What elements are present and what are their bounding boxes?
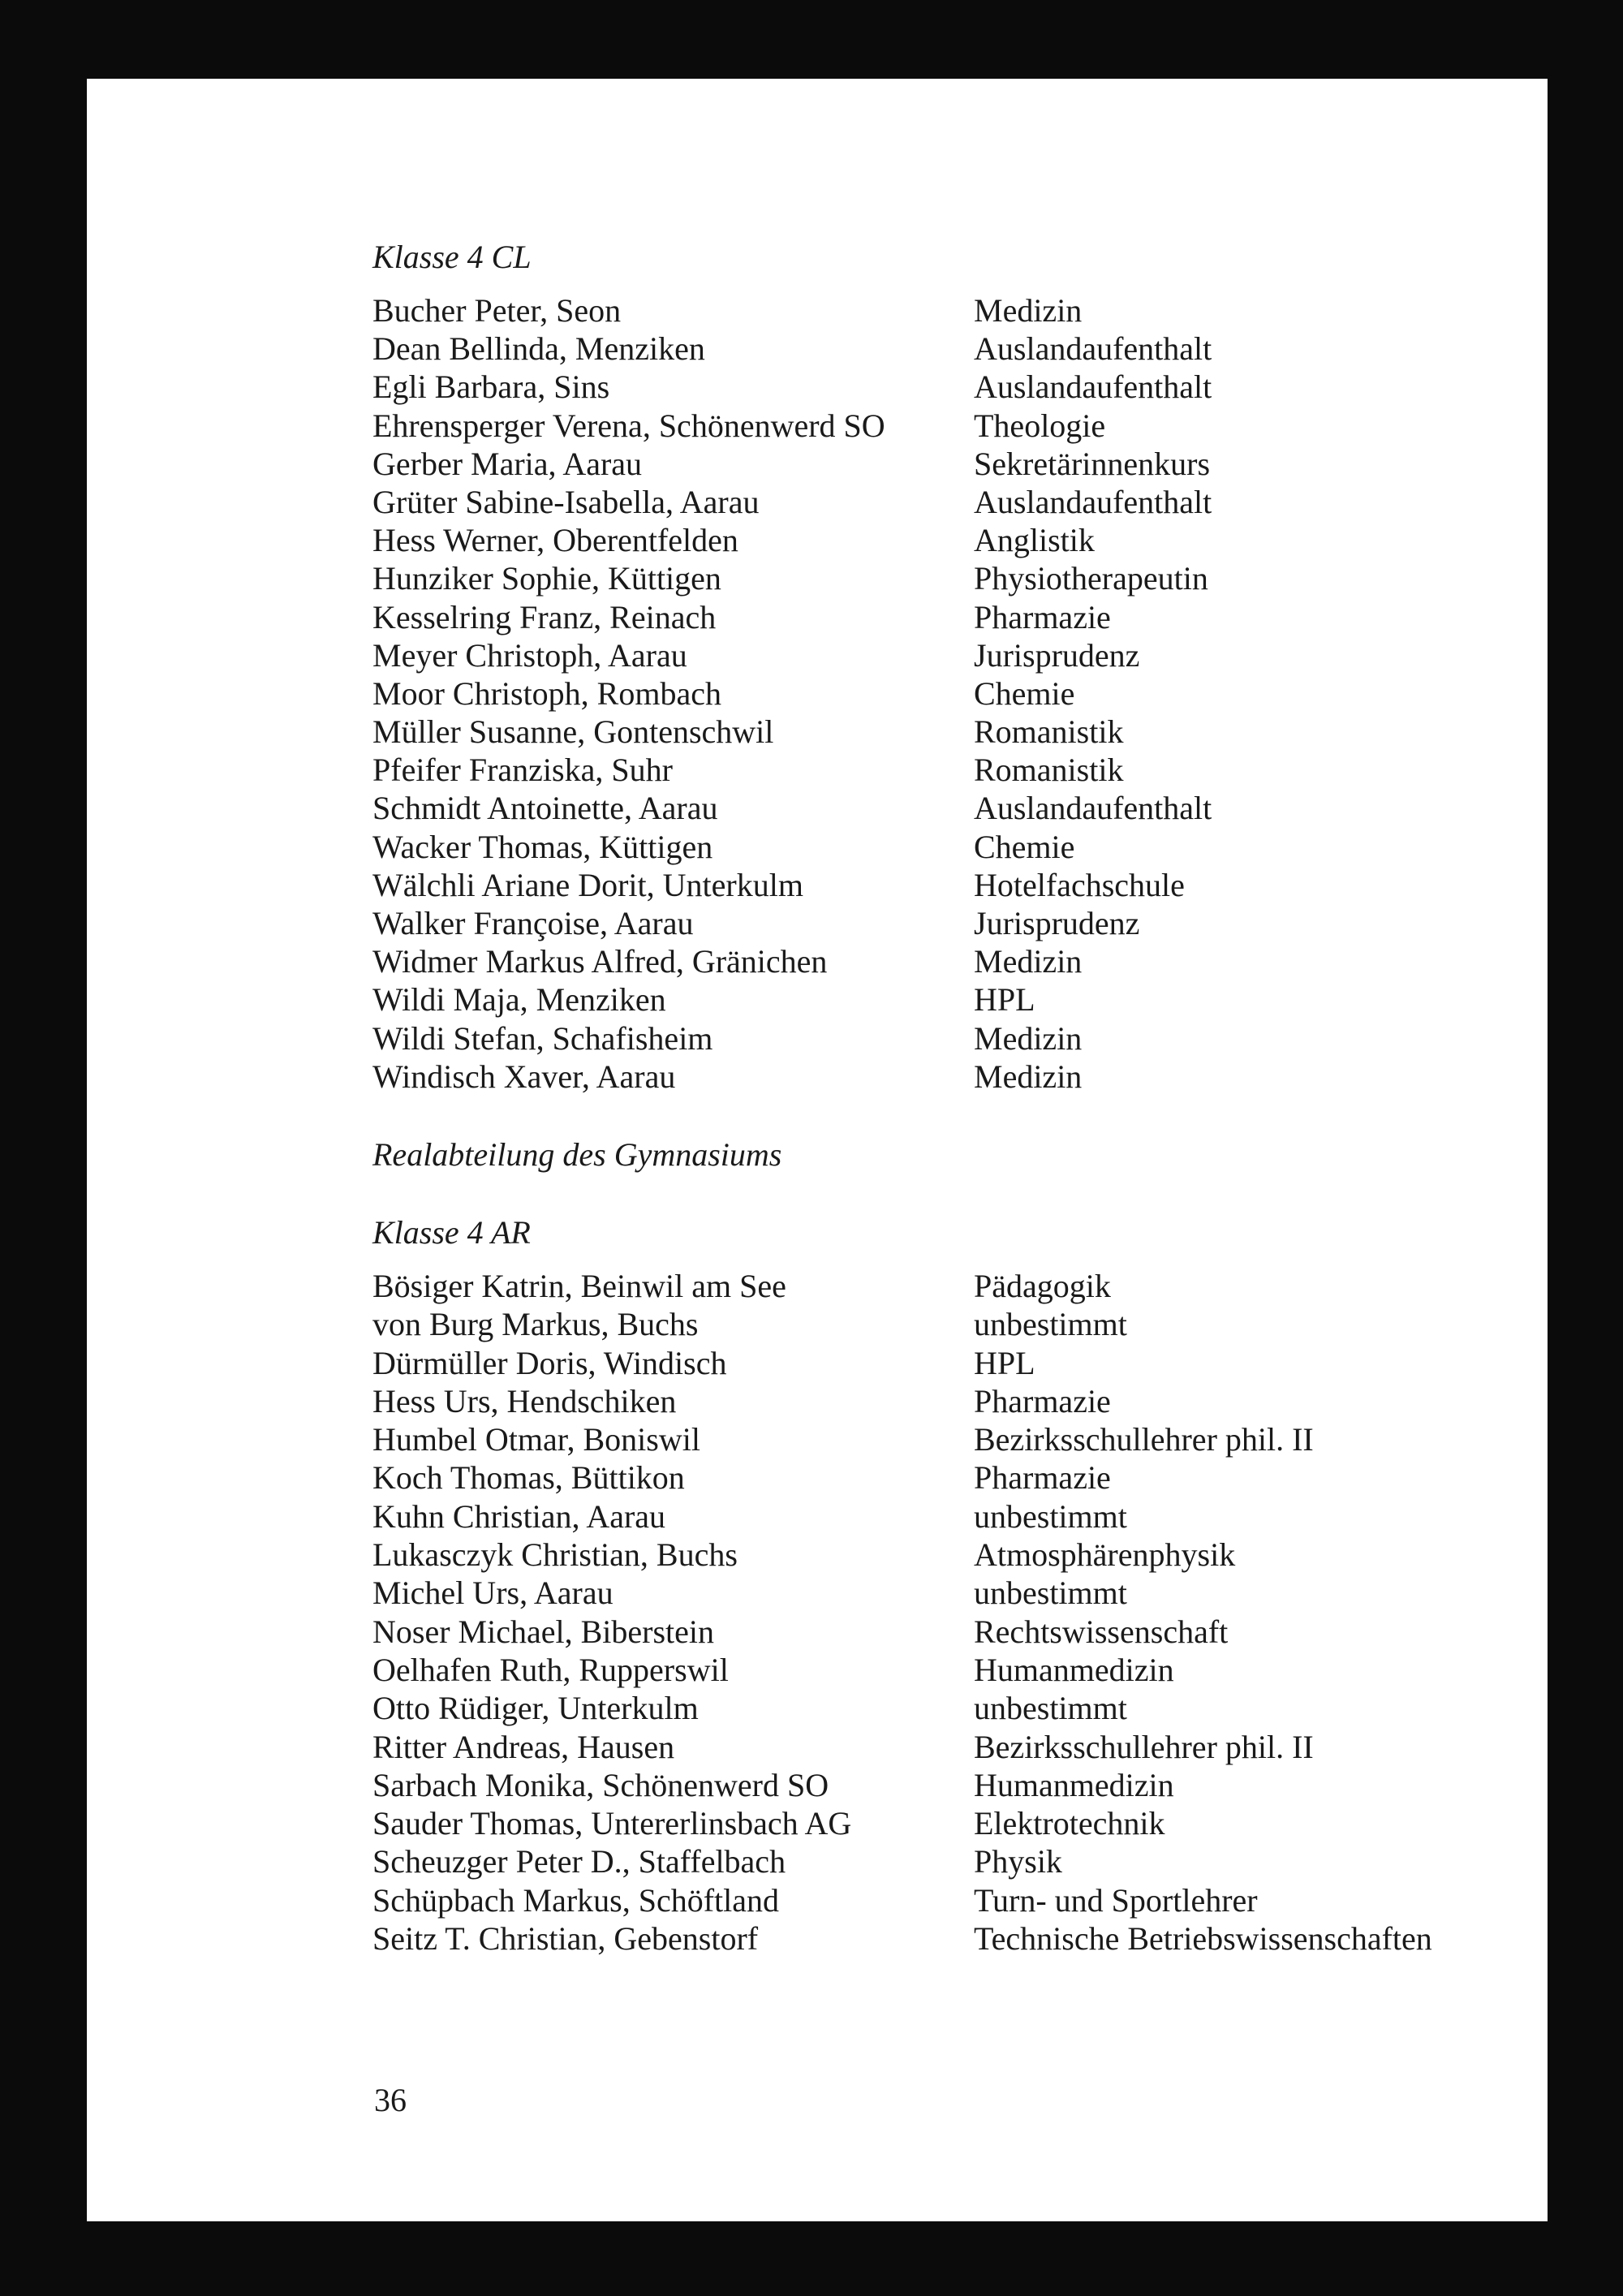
study-plan: Sekretärinnenkurs [974, 445, 1211, 482]
study-plan: Medizin [974, 1058, 1083, 1095]
student-name: Koch Thomas, Büttikon [372, 1459, 685, 1497]
list-item [372, 751, 1509, 789]
study-plan: unbestimmt [974, 1497, 1127, 1535]
student-name: Egli Barbara, Sins [372, 368, 610, 406]
study-plan: Atmosphärenphysik [974, 1536, 1236, 1574]
document-page [87, 79, 1548, 2221]
list-item [372, 1881, 1509, 1919]
list-item [372, 980, 1509, 1019]
student-name: Michel Urs, Aarau [372, 1574, 613, 1612]
list-item [372, 1804, 1509, 1842]
list-item [372, 1344, 1509, 1382]
study-plan: Rechtswissenschaft [974, 1613, 1229, 1650]
student-name: von Burg Markus, Buchs [372, 1306, 699, 1343]
list-item [372, 636, 1509, 674]
study-plan: unbestimmt [974, 1690, 1127, 1727]
study-plan: Medizin [974, 1019, 1083, 1057]
list-item [372, 598, 1509, 636]
list-item [372, 1613, 1509, 1651]
student-name: Grüter Sabine-Isabella, Aarau [372, 483, 760, 520]
list-item [372, 1728, 1509, 1766]
study-plan: Auslandaufenthalt [974, 330, 1212, 368]
student-name: Moor Christoph, Rombach [372, 674, 721, 712]
list-item [372, 1766, 1509, 1804]
study-plan: Medizin [974, 292, 1083, 329]
list-item [372, 559, 1509, 597]
student-name: Schüpbach Markus, Schöftland [372, 1881, 780, 1919]
list-item [372, 1382, 1509, 1420]
study-plan: Medizin [974, 943, 1083, 980]
student-name: Otto Rüdiger, Unterkulm [372, 1690, 699, 1727]
list-item [372, 1267, 1509, 1305]
student-name: Windisch Xaver, Aarau [372, 1058, 676, 1095]
study-plan: Auslandaufenthalt [974, 483, 1212, 520]
list-item [372, 1420, 1509, 1458]
study-plan: Bezirksschullehrer phil. II [974, 1728, 1314, 1765]
study-plan: Turn- und Sportlehrer [974, 1881, 1258, 1919]
student-name: Scheuzger Peter D., Staffelbach [372, 1843, 786, 1880]
student-name: Meyer Christoph, Aarau [372, 636, 687, 674]
study-plan: Anglistik [974, 522, 1095, 559]
study-plan: unbestimmt [974, 1306, 1127, 1343]
student-name: Dean Bellinda, Menziken [372, 330, 705, 368]
student-name: Seitz T. Christian, Gebenstorf [372, 1920, 759, 1958]
list-item [372, 368, 1509, 406]
list-item [372, 1574, 1509, 1612]
list-item [372, 942, 1509, 980]
study-plan: Hotelfachschule [974, 866, 1185, 903]
student-name: Ritter Andreas, Hausen [372, 1728, 675, 1765]
student-name: Sauder Thomas, Untererlinsbach AG [372, 1805, 852, 1842]
student-name: Dürmüller Doris, Windisch [372, 1344, 727, 1381]
study-plan: Jurisprudenz [974, 636, 1140, 674]
list-item [372, 1497, 1509, 1536]
study-plan: unbestimmt [974, 1574, 1127, 1612]
study-plan: Auslandaufenthalt [974, 368, 1212, 406]
student-name: Müller Susanne, Gontenschwil [372, 713, 774, 751]
department-heading: Realabteilung des Gymnasiums [372, 1136, 782, 1173]
list-item [372, 904, 1509, 942]
student-name: Hess Urs, Hendschiken [372, 1382, 677, 1419]
list-item [372, 1651, 1509, 1689]
study-plan: Humanmedizin [974, 1766, 1174, 1803]
student-name: Ehrensperger Verena, Schönenwerd SO [372, 407, 885, 444]
study-plan: Pharmazie [974, 1382, 1111, 1419]
list-item [372, 1842, 1509, 1880]
student-list-4ar [372, 1267, 1509, 1958]
list-item [372, 483, 1509, 521]
list-item [372, 1058, 1509, 1096]
list-item [372, 1919, 1509, 1958]
student-name: Kesselring Franz, Reinach [372, 598, 717, 635]
student-name: Oelhafen Ruth, Rupperswil [372, 1651, 729, 1688]
list-item [372, 866, 1509, 904]
student-name: Walker Françoise, Aarau [372, 905, 694, 941]
student-name: Noser Michael, Biberstein [372, 1613, 714, 1650]
study-plan: Chemie [974, 674, 1075, 712]
page-number: 36 [374, 2082, 407, 2118]
list-item [372, 1536, 1509, 1574]
study-plan: Theologie [974, 407, 1106, 444]
student-list-4cl [372, 291, 1509, 1096]
list-item [372, 521, 1509, 559]
study-plan: Pharmazie [974, 598, 1111, 635]
study-plan: Chemie [974, 828, 1075, 865]
study-plan: Romanistik [974, 713, 1124, 751]
student-name: Hess Werner, Oberentfelden [372, 522, 738, 559]
student-name: Kuhn Christian, Aarau [372, 1497, 666, 1535]
list-item [372, 445, 1509, 483]
class-heading-4cl: Klasse 4 CL [372, 239, 532, 275]
study-plan: Pharmazie [974, 1459, 1111, 1497]
study-plan: Elektrotechnik [974, 1805, 1165, 1842]
list-item [372, 713, 1509, 751]
student-name: Hunziker Sophie, Küttigen [372, 560, 721, 597]
list-item [372, 674, 1509, 713]
list-item [372, 1689, 1509, 1727]
student-name: Humbel Otmar, Boniswil [372, 1421, 700, 1458]
list-item [372, 330, 1509, 368]
study-plan: Physiotherapeutin [974, 560, 1208, 597]
study-plan: Technische Betriebswissenschaften [974, 1920, 1432, 1958]
student-name: Bucher Peter, Seon [372, 292, 622, 329]
student-name: Wacker Thomas, Küttigen [372, 828, 713, 865]
list-item [372, 291, 1509, 330]
study-plan: Romanistik [974, 752, 1124, 789]
list-item [372, 789, 1509, 827]
study-plan: Bezirksschullehrer phil. II [974, 1421, 1314, 1458]
class-heading-4ar: Klasse 4 AR [372, 1214, 531, 1251]
student-name: Schmidt Antoinette, Aarau [372, 790, 718, 827]
study-plan: Jurisprudenz [974, 905, 1140, 941]
study-plan: Humanmedizin [974, 1651, 1174, 1688]
list-item [372, 1305, 1509, 1343]
student-name: Gerber Maria, Aarau [372, 445, 643, 482]
student-name: Bösiger Katrin, Beinwil am See [372, 1268, 786, 1304]
student-name: Wälchli Ariane Dorit, Unterkulm [372, 866, 803, 903]
student-name: Wildi Stefan, Schafisheim [372, 1019, 713, 1057]
list-item [372, 1019, 1509, 1058]
study-plan: Physik [974, 1843, 1062, 1880]
student-name: Pfeifer Franziska, Suhr [372, 752, 673, 789]
student-name: Wildi Maja, Menziken [372, 981, 666, 1019]
study-plan: Auslandaufenthalt [974, 790, 1212, 827]
study-plan: Pädagogik [974, 1268, 1111, 1304]
list-item [372, 828, 1509, 866]
list-item [372, 1458, 1509, 1497]
student-name: Lukasczyk Christian, Buchs [372, 1536, 738, 1574]
list-item [372, 407, 1509, 445]
study-plan: HPL [974, 1344, 1035, 1381]
student-name: Widmer Markus Alfred, Gränichen [372, 943, 828, 980]
student-name: Sarbach Monika, Schönenwerd SO [372, 1766, 829, 1803]
study-plan: HPL [974, 981, 1035, 1019]
